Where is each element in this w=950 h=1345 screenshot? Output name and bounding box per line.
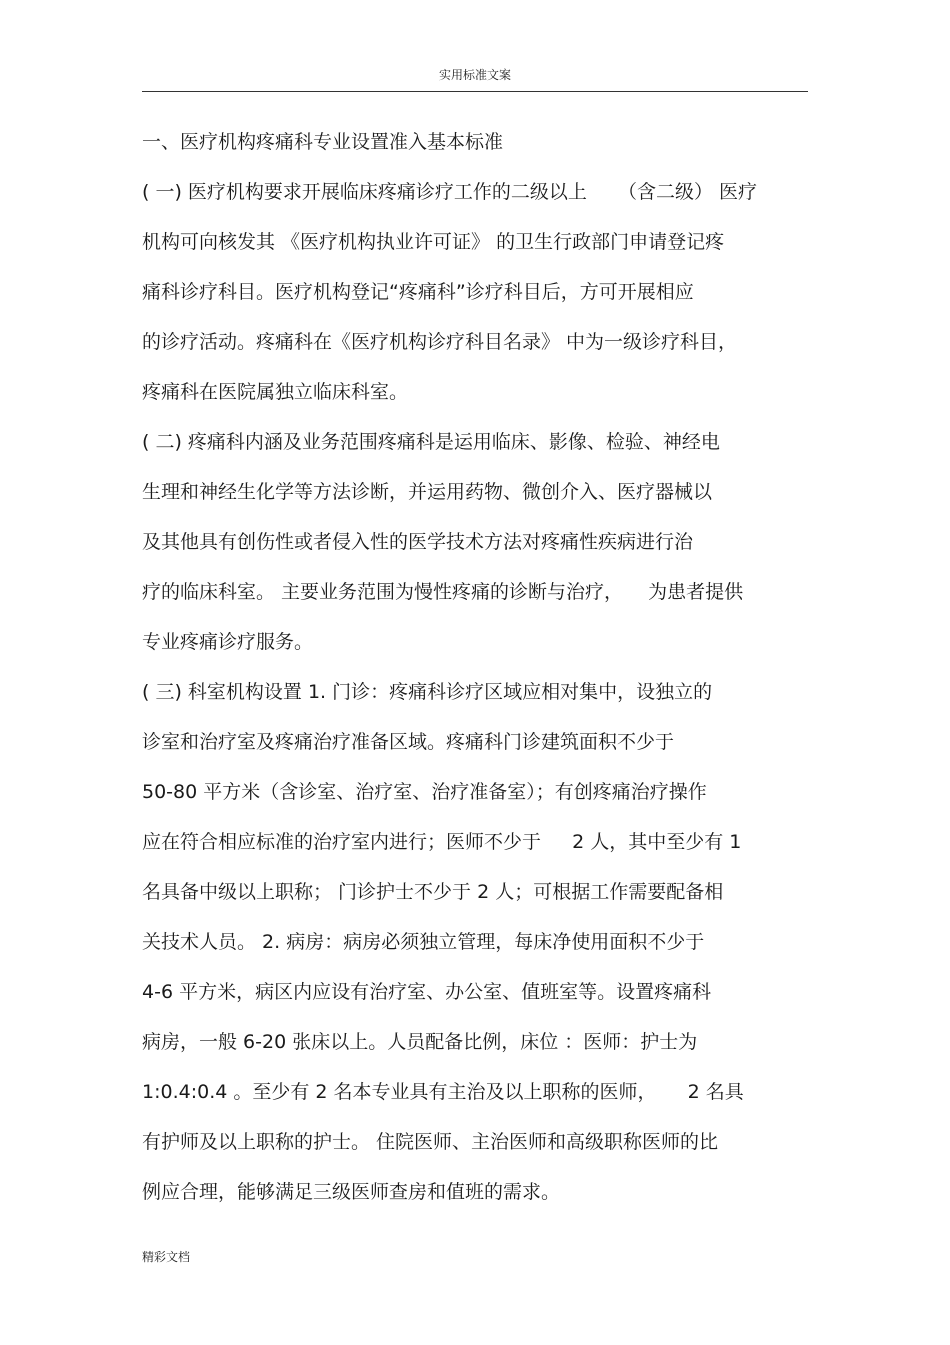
- text-line: 疼痛科在医院属独立临床科室。: [142, 381, 409, 403]
- text-line: 名具备中级以上职称； 门诊护士不少于 2 人；可根据工作需要配备相: [142, 881, 724, 903]
- text-line: 有护师及以上职称的护士。 住院医师、主治医师和高级职称医师的比: [142, 1131, 719, 1153]
- text-line: 例应合理，能够满足三级医师查房和值班的需求。: [142, 1181, 561, 1203]
- section-heading: 一、医疗机构疼痛科专业设置准入基本标准: [142, 131, 504, 153]
- text-line: ( 一) 医疗机构要求开展临床疼痛诊疗工作的二级以上 （含二级） 医疗: [142, 181, 758, 203]
- text-line: 痛科诊疗科目。医疗机构登记“疼痛科”诊疗科目后，方可开展相应: [142, 281, 694, 303]
- text-line: 及其他具有创伤性或者侵入性的医学技术方法对疼痛性疾病进行治: [142, 531, 694, 553]
- page-footer: 精彩文档: [142, 1250, 191, 1264]
- text-line: 诊室和治疗室及疼痛治疗准备区域。疼痛科门诊建筑面积不少于: [142, 731, 675, 753]
- text-line: 机构可向核发其 《医疗机构执业许可证》 的卫生行政部门申请登记疼: [142, 231, 725, 253]
- text-line: 关技术人员。 2. 病房：病房必须独立管理，每床净使用面积不少于: [142, 931, 705, 953]
- text-line: ( 三) 科室机构设置 1. 门诊：疼痛科诊疗区域应相对集中，设独立的: [142, 681, 713, 703]
- text-line: 疗的临床科室。 主要业务范围为慢性疼痛的诊断与治疗， 为患者提供: [142, 581, 744, 603]
- text-line: 生理和神经生化学等方法诊断，并运用药物、微创介入、医疗器械以: [142, 481, 713, 503]
- text-line: 50-80 平方米（含诊室、治疗室、治疗准备室）；有创疼痛治疗操作: [142, 781, 707, 803]
- text-line: 应在符合相应标准的治疗室内进行；医师不少于 2 人，其中至少有 1: [142, 831, 742, 853]
- text-line: 的诊疗活动。疼痛科在《医疗机构诊疗科目名录》 中为一级诊疗科目，: [142, 331, 738, 353]
- text-line: 病房，一般 6-20 张床以上。人员配备比例，床位 ：医师：护士为: [142, 1031, 698, 1053]
- header-title: 实用标准文案: [438, 68, 511, 82]
- text-line: 专业疼痛诊疗服务。: [142, 631, 314, 653]
- text-line: 1:0.4:0.4 。至少有 2 名本专业具有主治及以上职称的医师， 2 名具: [142, 1081, 744, 1103]
- header-divider: [142, 91, 808, 92]
- text-line: ( 二) 疼痛科内涵及业务范围疼痛科是运用临床、影像、检验、神经电: [142, 431, 720, 453]
- text-line: 4-6 平方米，病区内应设有治疗室、办公室、值班室等。设置疼痛科: [142, 981, 712, 1003]
